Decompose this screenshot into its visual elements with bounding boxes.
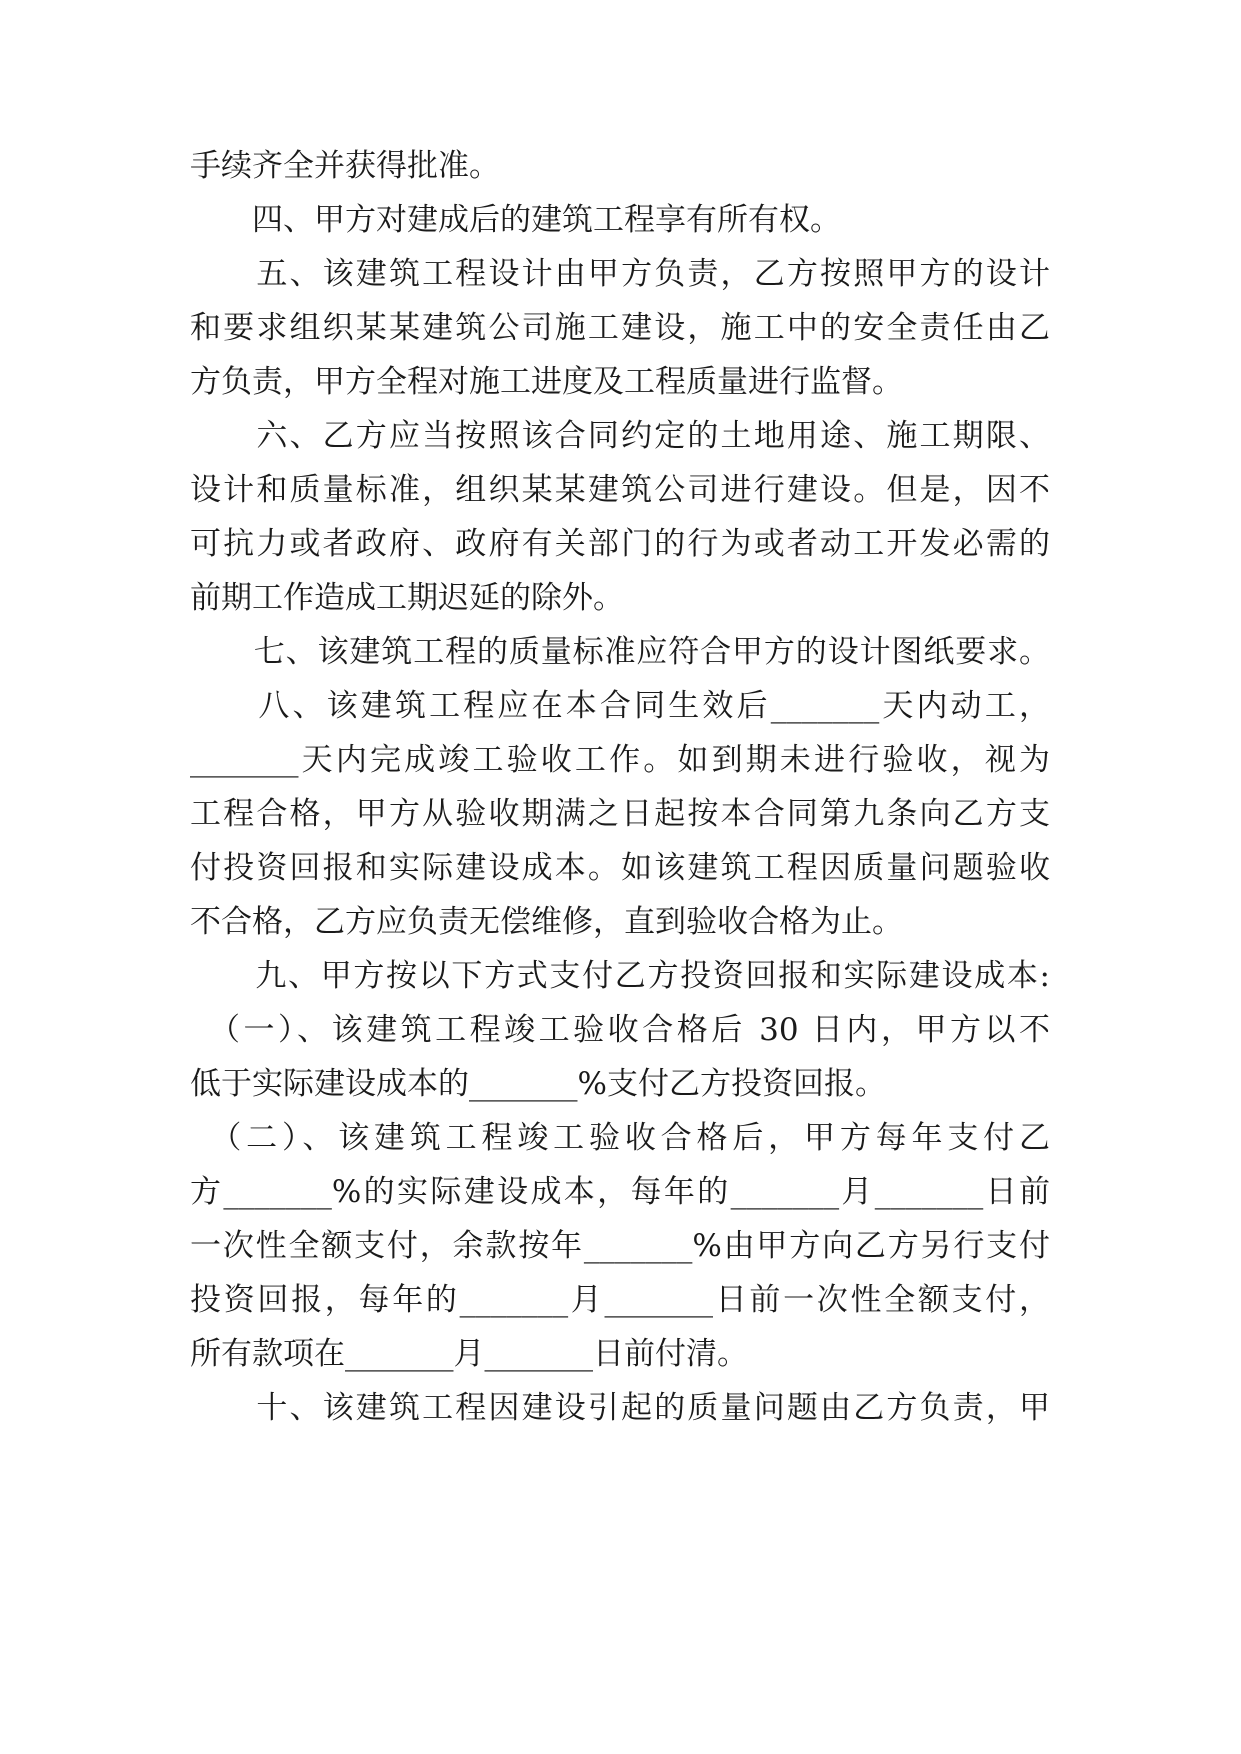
paragraph-line-15: 不合格，乙方应负责无偿维修，直到验收合格为止。 xyxy=(190,904,903,940)
paragraph-line-22: 投资回报，每年的_______月_______日前一次性全额支付， xyxy=(190,1282,1050,1318)
paragraph-line-20: 方_______%的实际建设成本，每年的_______月_______日前 xyxy=(190,1174,1050,1210)
paragraph-line-4: 和要求组织某某建筑公司施工建设，施工中的安全责任由乙 xyxy=(190,310,1050,346)
paragraph-line-24: 十、该建筑工程因建设引起的质量问题由乙方负责，甲 xyxy=(190,1390,1050,1426)
paragraph-line-13: 工程合格，甲方从验收期满之日起按本合同第九条向乙方支 xyxy=(190,796,1050,832)
paragraph-line-17: （一）、该建筑工程竣工验收合格后 30 日内，甲方以不 xyxy=(190,1012,1050,1048)
paragraph-line-2: 四、甲方对建成后的建筑工程享有所有权。 xyxy=(190,202,841,238)
paragraph-line-3: 五、该建筑工程设计由甲方负责，乙方按照甲方的设计 xyxy=(190,256,1050,292)
paragraph-line-16: 九、甲方按以下方式支付乙方投资回报和实际建设成本: xyxy=(190,958,1050,994)
paragraph-line-10: 七、该建筑工程的质量标准应符合甲方的设计图纸要求。 xyxy=(190,634,1050,670)
paragraph-line-12: _______天内完成竣工验收工作。如到期未进行验收，视为 xyxy=(190,742,1050,778)
paragraph-line-19: （二）、该建筑工程竣工验收合格后，甲方每年支付乙 xyxy=(190,1120,1050,1156)
paragraph-line-1: 手续齐全并获得批准。 xyxy=(190,148,500,184)
paragraph-line-5: 方负责，甲方全程对施工进度及工程质量进行监督。 xyxy=(190,364,903,400)
paragraph-line-9: 前期工作造成工期迟延的除外。 xyxy=(190,580,624,616)
paragraph-line-7: 设计和质量标准，组织某某建筑公司进行建设。但是，因不 xyxy=(190,472,1050,508)
paragraph-line-21: 一次性全额支付，余款按年_______%由甲方向乙方另行支付 xyxy=(190,1228,1050,1264)
paragraph-line-11: 八、该建筑工程应在本合同生效后_______天内动工， xyxy=(190,688,1050,724)
paragraph-line-18: 低于实际建设成本的_______%支付乙方投资回报。 xyxy=(190,1066,886,1102)
paragraph-line-8: 可抗力或者政府、政府有关部门的行为或者动工开发必需的 xyxy=(190,526,1050,562)
paragraph-line-6: 六、乙方应当按照该合同约定的土地用途、施工期限、 xyxy=(190,418,1050,454)
paragraph-line-14: 付投资回报和实际建设成本。如该建筑工程因质量问题验收 xyxy=(190,850,1050,886)
paragraph-line-23: 所有款项在_______月_______日前付清。 xyxy=(190,1336,748,1372)
